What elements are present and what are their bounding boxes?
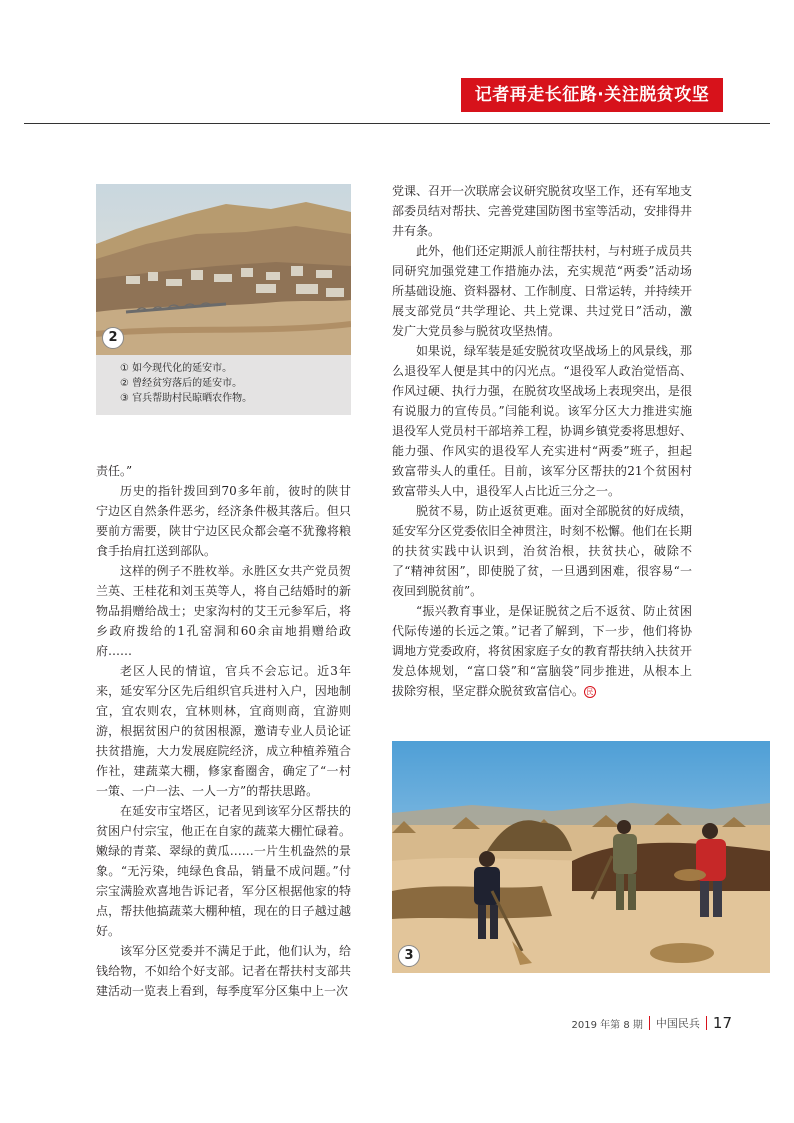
page-footer bbox=[572, 1014, 732, 1032]
yanan-city-illustration bbox=[96, 184, 351, 355]
photo-number-badge: 2 bbox=[102, 327, 124, 349]
paragraph-text: “振兴教育事业，是保证脱贫之后不返贫、防止贫困代际传递的长远之策。”记者了解到，下一步，他们将协调地方党委政府，将贫困家庭子女的教育帮扶纳入扶贫开发总体规划，“富口袋”和“富脑袋”同步推进，从根本上拔除穷根，坚定群众脱贫致富信心。 bbox=[392, 604, 693, 698]
issue-label: 2019 年第 8 期 bbox=[571, 1019, 643, 1031]
paragraph: 老区人民的情谊，官兵不会忘记。近3年来，延安军分区先后组织官兵进村入户，因地制宜，宜农则农，宜林则林，宜商则商，宜游则游，根据贫困户的贫困根源，邀请专业人员论证扶贫措施，大力发展庭院经济，成立种植养殖合作社，建蔬菜大棚，修家畜圈舍，确定了“一村一策、一户一法、一人一方”的帮扶思路。 bbox=[96, 664, 351, 798]
paragraph: 历史的指针拨回到70多年前，彼时的陕甘宁边区自然条件恶劣，经济条件极其落后。但只要前方需要，陕甘宁边区民众都会毫不犹豫将粮食手抬肩扛送到部队。 bbox=[96, 484, 351, 558]
section-banner: 记者再走长征路·关注脱贫攻坚 bbox=[461, 78, 723, 112]
page-number: 17 bbox=[712, 1014, 732, 1032]
paragraph: 该军分区党委并不满足于此，他们认为，给钱给物，不如给个好支部。记者在帮扶村支部共建活动一览表上看到，每季度军分区集中上一次 bbox=[96, 944, 351, 998]
end-mark-icon: 民 bbox=[584, 686, 596, 698]
caption-line: ② 曾经贫穷落后的延安市。 bbox=[120, 378, 243, 389]
photo-number-badge: 3 bbox=[398, 945, 420, 967]
drying-crops-illustration bbox=[392, 741, 770, 973]
paragraph: 党课、召开一次联席会议研究脱贫攻坚工作，还有军地支部委员结对帮扶、完善党建国防图书室等活动，安排得井井有条。 bbox=[392, 184, 693, 238]
header-rule bbox=[24, 123, 770, 124]
paragraph: 如果说，绿军装是延安脱贫攻坚战场上的风景线，那么退役军人便是其中的闪光点。“退役军人政治觉悟高、作风过硬、执行力强，在脱贫攻坚战场上表现突出，是很有说服力的宣传员。”闫能利说。该军分区大力推进实施退役军人党员村干部培养工程，协调乡镇党委将思想好、能力强、作风实的退役军人充实进村“两委”班子，担起致富带头人的重任。目前，该军分区帮扶的21个贫困村致富带头人中，退役军人占比近三分之一。 bbox=[392, 344, 693, 498]
footer-separator bbox=[649, 1016, 650, 1030]
paragraph: 此外，他们还定期派人前往帮扶村，与村班子成员共同研究加强党建工作措施办法，充实规范“两委”活动场所基础设施、资料器材、工作制度、日常运转，并持续开展支部党员“共学理论、共上党课、共过党日”活动，激发广大党员参与脱贫攻坚热情。 bbox=[392, 244, 693, 338]
footer-separator bbox=[706, 1016, 707, 1030]
soldiers-drying-crops-photo bbox=[392, 741, 770, 973]
caption-line: ① 如今现代化的延安市。 bbox=[120, 363, 233, 374]
caption-line: ③ 官兵帮助村民晾晒农作物。 bbox=[120, 393, 253, 404]
left-text-column bbox=[96, 461, 351, 1001]
paragraph: 脱贫不易，防止返贫更难。面对全部脱贫的好成绩，延安军分区党委依旧全神贯注，时刻不松懈。他们在长期的扶贫实践中认识到，治贫治根，扶贫扶心，破除不了“精神贫困”，即使脱了贫，一旦遇到困难，很容易“一夜回到脱贫前”。 bbox=[392, 504, 693, 598]
paragraph: 在延安市宝塔区，记者见到该军分区帮扶的贫困户付宗宝，他正在自家的蔬菜大棚忙碌着。嫩绿的青菜、翠绿的黄瓜……一片生机盎然的景象。“无污染，纯绿色食品，销量不成问题。”付宗宝满脸欢喜地告诉记者，军分区根据他家的特点，帮扶他搞蔬菜大棚种植，现在的日子越过越好。 bbox=[96, 804, 351, 938]
paragraph: 责任。” bbox=[96, 464, 133, 478]
magazine-name: 中国民兵 bbox=[655, 1017, 700, 1030]
photo-caption-box bbox=[96, 355, 351, 415]
paragraph bbox=[392, 601, 692, 701]
yanan-city-photo bbox=[96, 184, 351, 355]
right-text-column bbox=[392, 181, 692, 701]
paragraph: 这样的例子不胜枚举。永胜区女共产党员贺兰英、王桂花和刘玉英等人，将自己结婚时的新物品捐赠给战士；史家沟村的艾王元参军后，将乡政府拨给的1孔窑洞和60余亩地捐赠给政府…… bbox=[96, 564, 351, 658]
